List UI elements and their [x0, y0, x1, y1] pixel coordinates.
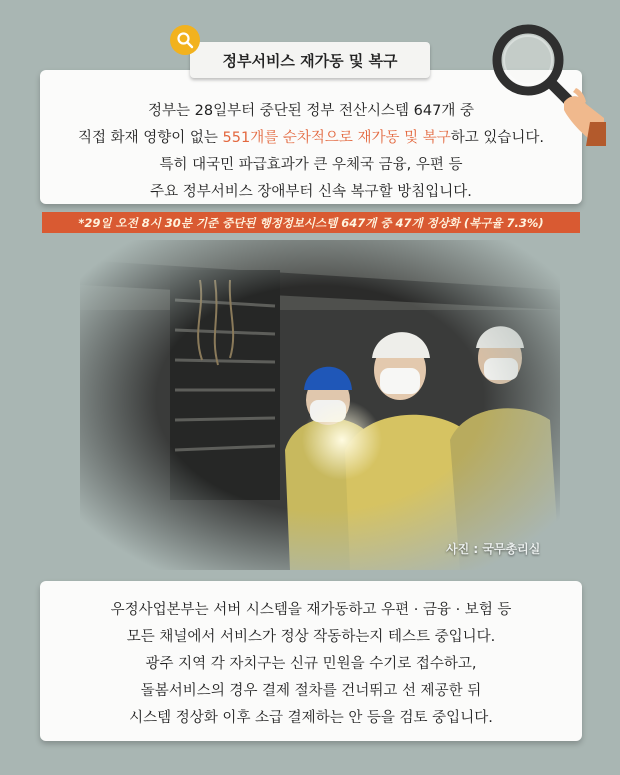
magnifying-glass-icon [486, 18, 606, 146]
page-title-text: 정부서비스 재가동 및 복구 [222, 51, 398, 70]
summary-line-2-end: 하고 있습니다. [450, 130, 544, 146]
details-card [40, 581, 582, 741]
details-line-5: 시스템 정상화 이후 소급 결제하는 안 등을 검토 중입니다. [129, 710, 493, 726]
summary-line-3: 특히 대국민 파급효과가 큰 우체국 금융, 우편 등 [159, 157, 463, 173]
summary-line-1: 정부는 28일부터 중단된 정부 전산시스템 647개 중 [148, 103, 474, 119]
photo-credit: 사진 : 국무총리실 [446, 542, 541, 556]
search-icon [176, 31, 194, 49]
search-badge [170, 25, 200, 55]
status-note-banner [42, 212, 580, 233]
news-photo [80, 240, 560, 570]
summary-line-4: 주요 정부서비스 장애부터 신속 복구할 방침입니다. [150, 184, 472, 200]
details-line-2: 모든 채널에서 서비스가 정상 작동하는지 테스트 중입니다. [126, 629, 496, 645]
status-note-text: *29일 오전 8시 30분 기준 중단된 행정정보시스템 647개 중 47개 정상화 (복구율 7.3%) [78, 215, 544, 230]
details-line-4: 돌봄서비스의 경우 결제 절차를 건너뛰고 선 제공한 뒤 [140, 683, 482, 699]
summary-line-2-start: 직접 화재 영향이 없는 [78, 130, 223, 146]
details-line-3: 광주 지역 각 자치구는 신규 민원을 수기로 접수하고, [145, 656, 477, 672]
details-line-1: 우정사업본부는 서버 시스템을 재가동하고 우편 · 금융 · 보험 등 [110, 602, 512, 618]
summary-highlight: 551개를 순차적으로 재가동 및 복구 [222, 130, 451, 146]
page-title [190, 42, 430, 78]
